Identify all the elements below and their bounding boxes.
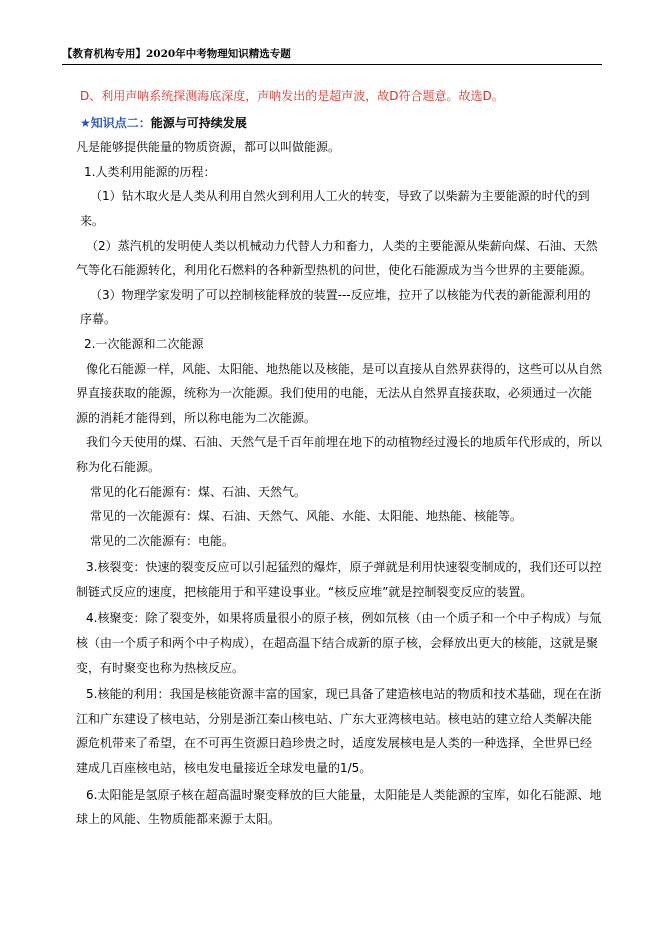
paragraph-history-1: （1）钻木取火是人类从利用自然火到利用人工火的转变，导致了以柴薪为主要能源的时代的到来。 bbox=[80, 189, 590, 228]
paragraph-secondary-list: 常见的二次能源有：电能。 bbox=[90, 533, 235, 548]
paragraph-history-3: （3）物理学家发明了可以控制核能释放的装置---反应堆，拉开了以核能为代表的新能源利用的序幕。 bbox=[80, 287, 591, 327]
header-divider bbox=[62, 64, 602, 65]
paragraph-primary-list: 常见的一次能源有：煤、石油、天然气、风能、水能、太阳能、地热能、核能等。 bbox=[90, 509, 523, 524]
paragraph-nuclear-use: 5.核能的利用：我国是核能资源丰富的国家，现已具备了建造核电站的物质和技术基础，现在在浙江和广东建设了核电站，分别是浙江秦山核电站、广东大亚湾核电站。核电站的建立给人类解决能源危机带来了希望，在不可再生资源日趋珍贵之时，适度发展核电是人类的一种选择，全世界已经建成几百座核电站，核电发电量接近全球发电量的1/5。 bbox=[76, 687, 602, 776]
answer-line: D、利用声呐系统探测海底深度，声呐发出的是超声波，故D符合题意。故选D。 bbox=[80, 89, 504, 103]
paragraph-fusion: 4.核聚变：除了裂变外，如果将质量很小的原子核，例如氘核（由一个质子和一个中子构成）与氚核（由一个质子和两个中子构成），在超高温下结合成新的原子核，会释放出更大的核能，这就是聚变，有时聚变也称为热核反应。 bbox=[76, 611, 602, 675]
star-icon: ★ bbox=[80, 115, 91, 130]
paragraph-history-heading: 1.人类利用能源的历程： bbox=[84, 164, 216, 179]
paragraph-fossil-origin: 我们今天使用的煤、石油、天然气是千百年前埋在地下的动植物经过漫长的地质年代形成的，所以称为化石能源。 bbox=[76, 435, 603, 474]
section-prefix: 知识点二： bbox=[90, 115, 151, 130]
paragraph-definition: 凡是能够提供能量的物质资源，都可以叫做能源。 bbox=[76, 140, 341, 155]
paragraph-fossil-list: 常见的化石能源有：煤、石油、天然气。 bbox=[90, 484, 307, 499]
page-header: 【教育机构专用】2020年中考物理知识精选专题 bbox=[62, 48, 291, 60]
document-body bbox=[76, 84, 603, 832]
paragraph-fission: 3.核裂变：快速的裂变反应可以引起猛烈的爆炸，原子弹就是利用快速裂变制成的，我们还可以控制链式反应的速度，把核能用于和平建设事业。“核反应堆”就是控制裂变反应的装置。 bbox=[76, 560, 602, 599]
section-heading bbox=[80, 111, 602, 136]
paragraph-history-2: （2）蒸汽机的发明使人类以机械动力代替人力和畜力，人类的主要能源从柴薪向煤、石油、天然气等化石能源转化，利用化石燃料的各种新型热机的问世，使化石能源成为当今世界的主要能源。 bbox=[76, 238, 598, 278]
paragraph-energy-types-heading: 2.一次能源和二次能源 bbox=[84, 336, 204, 351]
paragraph-solar: 6.太阳能是氢原子核在超高温时聚变释放的巨大能量，太阳能是人类能源的宝库，如化石能源、地球上的风能、生物质能都来源于太阳。 bbox=[76, 787, 602, 827]
paragraph-primary-secondary: 像化石能源一样，风能、太阳能、地热能以及核能，是可以直接从自然界获得的，这些可以从自然界直接获取的能源，统称为一次能源。我们使用的电能，无法从自然界直接获取，必须通过一次能源的消耗才能得到，所以称电能为二次能源。 bbox=[76, 361, 603, 425]
section-title: 能源与可持续发展 bbox=[150, 115, 247, 130]
